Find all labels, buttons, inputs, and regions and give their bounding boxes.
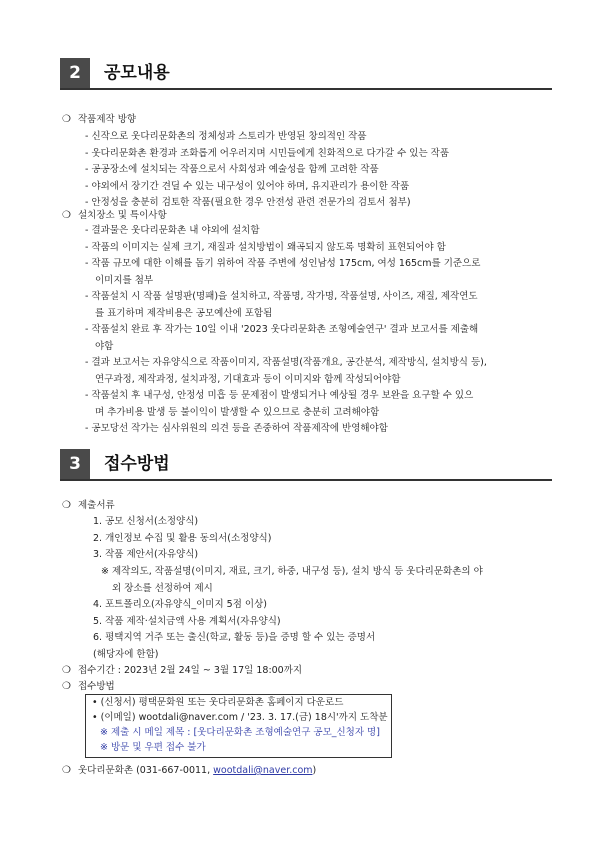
list-item: - 작품설치 완료 후 작가는 10일 이내 '2023 웃다리문화촌 조형예술연구' 결과 보고서를 제출해 xyxy=(85,324,479,335)
group-heading: 작품제작 방향 xyxy=(78,114,137,125)
doc-note: ※ 제작의도, 작품설명(이미지, 재료, 크기, 하중, 내구성 등), 설치 방식 등 웃다리문화촌의 야 xyxy=(101,566,483,577)
list-item-cont: 며 추가비용 발생 등 불이익이 발생할 수 있으므로 충분히 고려해야함 xyxy=(95,406,380,418)
bullet-group-1: ❍ xyxy=(62,210,71,221)
doc-item: 2. 개인정보 수집 및 활용 동의서(소정양식) xyxy=(93,533,272,544)
list-item: - 작품설치 시 작품 설명판(명패)을 설치하고, 작품명, 작가명, 작품설명, 사이즈, 재질, 제작연도 xyxy=(85,291,478,302)
section-2-divider xyxy=(60,88,552,90)
contact-email-link[interactable]: wootdali@naver.com xyxy=(213,765,313,776)
section-2-number: 2 xyxy=(60,58,90,88)
section-3-header xyxy=(60,449,552,479)
method-line-email: • (이메일) wootdali@naver.com / '23. 3. 17.(금) 18시'까지 도착분 xyxy=(92,712,388,723)
section-3-number: 3 xyxy=(60,449,90,479)
method-box xyxy=(85,694,392,758)
doc-item: 4. 포트폴리오(자유양식_이미지 5점 이상) xyxy=(93,599,267,610)
list-item-cont: 를 표기하며 제작비용은 공모예산에 포함됨 xyxy=(95,307,273,319)
doc-item: 5. 작품 제작·설치금액 사용 계획서(자유양식) xyxy=(93,616,281,627)
doc-item: 6. 평택지역 거주 또는 출신(학교, 활동 등)을 증명 할 수 있는 증명서 xyxy=(93,632,376,643)
list-item: - 안정성을 충분히 검토한 작품(필요한 경우 안전성 관련 전문가의 검토서 첨부) xyxy=(85,197,411,208)
list-item: - 공공장소에 설치되는 작품으로서 사회성과 예술성을 함께 고려한 작품 xyxy=(85,164,379,175)
list-item: - 결과 보고서는 자유양식으로 작품이미지, 작품설명(작품개요, 공간분석, 제작방식, 설치방식 등), xyxy=(85,357,487,368)
method-heading: 접수방법 xyxy=(78,681,115,692)
doc-item-sub: (해당자에 한함) xyxy=(93,649,159,660)
list-item: - 작품 규모에 대한 이해를 돕기 위하여 작품 주변에 성인남성 175cm, 여성 165cm를 기준으로 xyxy=(85,258,481,269)
contact-text xyxy=(78,765,316,777)
method-line-novisit: ※ 방문 및 우편 접수 불가 xyxy=(100,742,206,753)
section-3-title: 접수방법 xyxy=(104,454,170,474)
list-item: - 신작으로 웃다리문화촌의 정체성과 스토리가 반영된 창의적인 작품 xyxy=(85,131,367,142)
method-line-subject: ※ 제출 시 메일 제목 : [웃다리문화촌 조형예술연구 공모_신청자 명] xyxy=(100,727,380,738)
section-2-title: 공모내용 xyxy=(104,63,170,83)
period-text: 접수기간 : 2023년 2월 24일 ~ 3월 17일 18:00까지 xyxy=(78,665,303,676)
section-3-divider xyxy=(60,479,552,481)
doc-note-cont: 외 장소를 선정하여 제시 xyxy=(112,583,213,594)
list-item: - 작품설치 후 내구성, 안정성 미흡 등 문제점이 발생되거나 예상될 경우 보완을 요구할 수 있으 xyxy=(85,390,474,401)
method-line-download: • (신청서) 평택문화원 또는 웃다리문화촌 홈페이지 다운로드 xyxy=(92,697,344,708)
list-item-cont: 연구과정, 제작과정, 설치과정, 기대효과 등이 이미지와 함께 작성되어야함 xyxy=(95,373,401,385)
section-2-header xyxy=(60,58,552,88)
bullet-period: ❍ xyxy=(62,665,71,676)
bullet-group-0: ❍ xyxy=(62,114,71,125)
bullet-contact: ❍ xyxy=(62,765,71,776)
list-item: - 웃다리문화촌 환경과 조화롭게 어우러지며 시민들에게 친화적으로 다가갈 수 있는 작품 xyxy=(85,147,449,159)
docs-heading: 제출서류 xyxy=(78,500,115,511)
bullet-docs: ❍ xyxy=(62,500,71,511)
list-item: - 공모당선 작가는 심사위원의 의견 등을 존중하여 작품제작에 반영해야함 xyxy=(85,423,388,434)
contact-suffix: ) xyxy=(312,765,317,776)
list-item: - 야외에서 장기간 견딜 수 있는 내구성이 있어야 하며, 유지관리가 용이한 작품 xyxy=(85,180,410,192)
list-item-cont: 이미지를 첨부 xyxy=(95,274,154,286)
doc-item: 1. 공모 신청서(소정양식) xyxy=(93,516,199,527)
contact-prefix: 웃다리문화촌 (031-667-0011, xyxy=(78,765,214,776)
group-heading: 설치장소 및 특이사항 xyxy=(78,210,167,221)
list-item-cont: 야함 xyxy=(95,340,114,352)
list-item: - 작품의 이미지는 실제 크기, 재질과 설치방법이 왜곡되지 않도록 명확히 표현되어야 함 xyxy=(85,241,446,253)
list-item: - 결과물은 웃다리문화촌 내 야외에 설치함 xyxy=(85,225,260,236)
doc-item: 3. 작품 제안서(자유양식) xyxy=(93,549,199,560)
bullet-method: ❍ xyxy=(62,681,71,692)
